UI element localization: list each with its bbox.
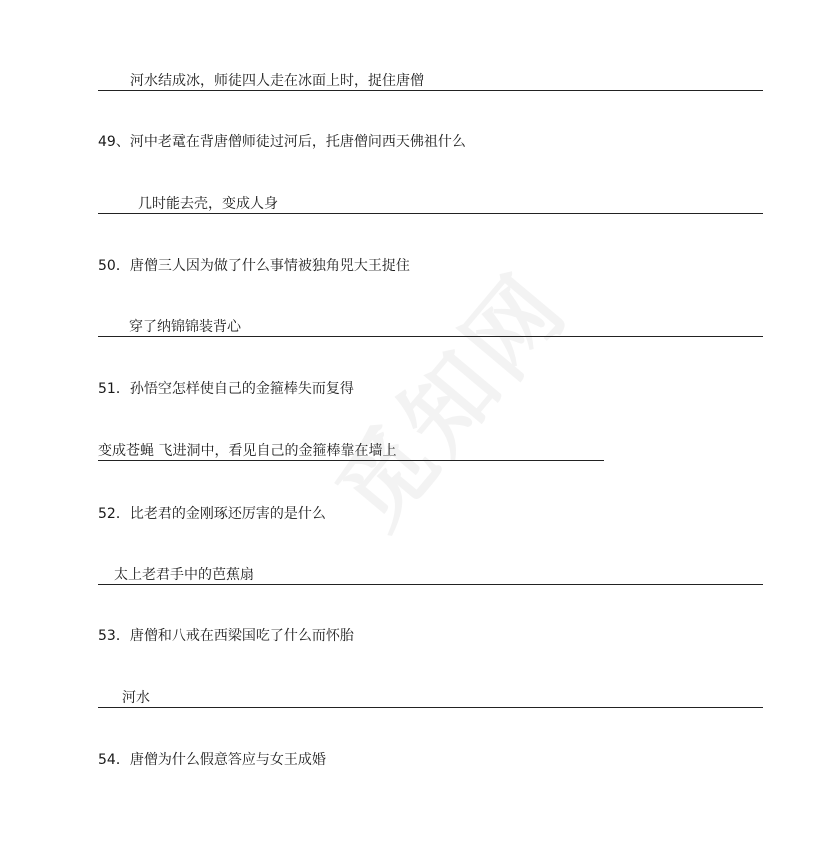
question-51: 51．孙悟空怎样使自己的金箍棒失而复得 xyxy=(98,381,354,397)
answer-text-51: 变成苍蝇 飞进洞中，看见自己的金箍棒靠在墙上 xyxy=(98,443,397,459)
answer-line-50 xyxy=(98,318,763,337)
watermark: 觅知网 xyxy=(317,253,589,548)
answer-text-53: 河水 xyxy=(122,690,150,706)
answer-text-50: 穿了纳锦锦装背心 xyxy=(129,319,241,335)
question-53: 53．唐僧和八戒在西梁国吃了什么而怀胎 xyxy=(98,628,354,644)
answer-line-53 xyxy=(98,689,763,708)
answer-text-48: 河水结成冰，师徒四人走在冰面上时，捉住唐僧 xyxy=(130,73,424,89)
answer-line-52 xyxy=(98,566,763,585)
question-54: 54．唐僧为什么假意答应与女王成婚 xyxy=(98,752,326,768)
question-50: 50．唐僧三人因为做了什么事情被独角兕大王捉住 xyxy=(98,258,410,274)
answer-line-48 xyxy=(98,72,763,91)
answer-text-49: 几时能去壳，变成人身 xyxy=(138,196,278,212)
answer-text-52: 太上老君手中的芭蕉扇 xyxy=(114,567,254,583)
answer-line-51 xyxy=(98,442,604,461)
answer-line-49 xyxy=(98,195,763,214)
question-52: 52．比老君的金刚琢还厉害的是什么 xyxy=(98,506,326,522)
question-49: 49、河中老鼋在背唐僧师徒过河后，托唐僧问西天佛祖什么 xyxy=(98,134,466,150)
